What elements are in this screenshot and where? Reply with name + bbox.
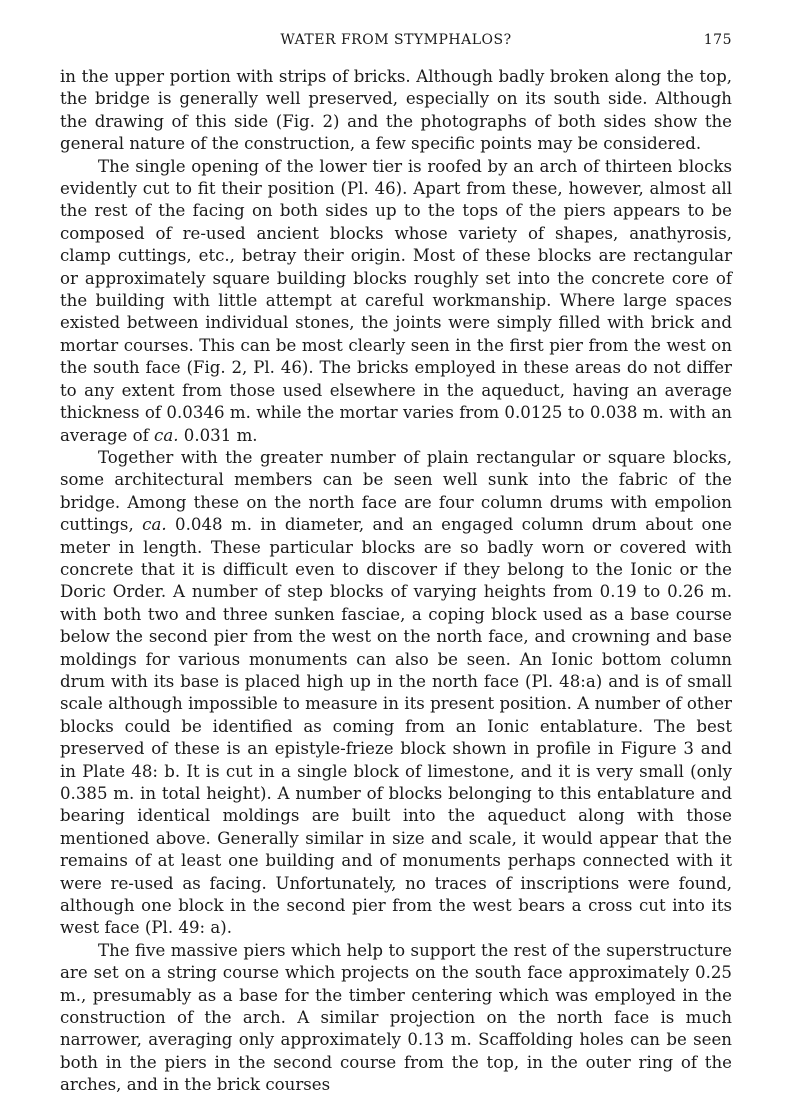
italic-text: ca. [142, 515, 167, 535]
page [60, 30, 732, 1097]
body-text [60, 66, 732, 1097]
paragraph-text: The single opening of the lower tier is roofed by an arch of thirteen blocks evidently cut to fit their position (Pl. 46). Apart from these, however, almost all the rest of the facing on both sides up to the tops of the piers appears to be composed of re-used ancient blocks whose variety of shapes, anathyrosis, clamp cuttings, etc., betray their origin. Most of these blocks are rectangular or approximately square building blocks roughly set into the concrete core of the building with little attempt at careful workmanship. Where large spaces existed between individual stones, the joints were simply filled with brick and mortar courses. This can be most clearly seen in the first pier from the west on the south face (Fig. 2, Pl. 46). The bricks employed in these areas do not differ to any extent from those used elsewhere in the aqueduct, having an average thickness of 0.0346 m. while the mortar varies from 0.0125 to 0.038 m. with an average of [60, 156, 732, 445]
running-head [60, 30, 732, 54]
paragraph-text: Together with the greater number of plain rectangular or square blocks, some architectural members can be seen well sunk into the fabric of the bridge. Among these on the north face are four column drums with empolion cuttings, [60, 447, 732, 535]
running-title: WATER FROM STYMPHALOS? [280, 32, 512, 48]
paragraph [60, 447, 732, 940]
paragraph [60, 66, 732, 156]
paragraph [60, 156, 732, 447]
paragraph-text: in the upper portion with strips of bricks. Although badly broken along the top, the bridge is generally well preserved, especially on its south side. Although the drawing of this side (Fig. 2) and the photographs of both sides show the general nature of the construction, a few specific points may be considered. [60, 67, 732, 154]
paragraph-text: 0.048 m. in diameter, and an engaged column drum about one meter in length. These particular blocks are so badly worn or covered with concrete that it is difficult even to discover if they belong to the Ionic or the Doric Order. A number of step blocks of varying heights from 0.19 to 0.26 m. with both two and three sunken fasciae, a coping block used as a base course below the second pier from the west on the north face, and crowning and base moldings for various monuments can also be seen. An Ionic bottom column drum with its base is placed high up in the north face (Pl. 48:a) and is of small scale although impossible to measure in its present position. A number of other blocks could be identified as coming from an Ionic entablature. The best preserved of these is an epistyle-frieze block shown in profile in Figure 3 and in Plate 48: b. It is cut in a single block of limestone, and it is very small (only 0.385 m. in total height). A number of blocks belonging to this entablature and bearing identical moldings are built into the aqueduct along with those mentioned above. Generally similar in size and scale, it would appear that the remains of at least one building and of monuments perhaps connected with it were re-used as facing. Unfortunately, no traces of inscriptions were found, although one block in the second pier from the west bears a cross cut into its west face (Pl. 49: a). [60, 515, 732, 938]
paragraph-text: 0.031 m. [178, 425, 258, 445]
paragraph [60, 940, 732, 1097]
paragraph-text: The five massive piers which help to support the rest of the superstructure are set on a string course which projects on the south face approximately 0.25 m., presumably as a base for the timber centering which was employed in the construction of the arch. A similar projection on the north face is much narrower, averaging only approximately 0.13 m. Scaffolding holes can be seen both in the piers in the second course from the top, in the outer ring of the arches, and in the brick courses [60, 940, 732, 1095]
italic-text: ca. [154, 425, 179, 445]
page-number: 175 [703, 32, 732, 48]
